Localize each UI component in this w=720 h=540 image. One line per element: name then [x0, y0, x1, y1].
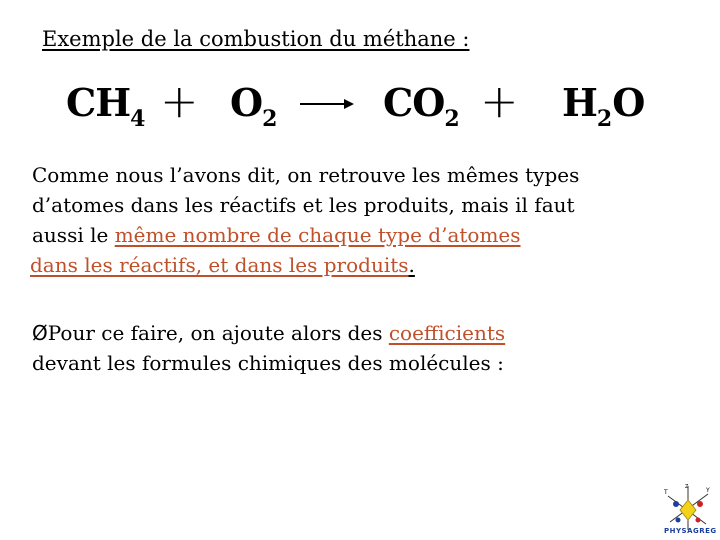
plus-sign: + [160, 74, 199, 128]
bullet-arrow-icon: Ø [32, 321, 48, 345]
plus-sign: + [480, 74, 519, 128]
paragraph-text: aussi le [32, 223, 115, 247]
formula-methane [66, 80, 145, 132]
paragraph-period: . [408, 253, 415, 277]
formula-carbon-dioxide [383, 80, 460, 132]
paragraph-line [30, 250, 702, 280]
formula-subscript: 4 [130, 106, 146, 132]
svg-text:Z: Z [685, 484, 689, 490]
highlight-same-number: même nombre de chaque type d’atomes [114, 223, 521, 247]
paragraph-line: devant les formules chimiques des molécules : [32, 351, 504, 375]
paragraph-line [32, 318, 702, 348]
highlight-coefficients: coefficients [388, 321, 506, 345]
formula-water [562, 80, 644, 132]
paragraph-text: Pour ce faire, on ajoute alors des [47, 321, 389, 345]
reaction-arrow-icon [300, 98, 354, 110]
svg-text:Y: Y [706, 487, 710, 494]
formula-subscript: 2 [596, 106, 613, 132]
logo-label: PHYSAGREG [664, 527, 717, 535]
slide-title: Exemple de la combustion du méthane : [42, 27, 470, 51]
formula-subscript: 2 [262, 106, 278, 132]
formula-oxygen [230, 80, 277, 132]
highlight-reactants-products: dans les réactifs, et dans les produits [30, 253, 409, 277]
formula-base: CO [383, 80, 445, 125]
formula-base: O [230, 80, 263, 125]
explanation-paragraph [32, 160, 702, 280]
paragraph-line: d’atomes dans les réactifs et les produits, mais il faut [32, 193, 575, 217]
paragraph-line: Comme nous l’avons dit, on retrouve les mêmes types [32, 163, 580, 187]
coefficients-paragraph [32, 318, 702, 378]
svg-text:T: T [664, 489, 668, 496]
formula-subscript: 2 [444, 106, 460, 132]
formula-base: H [562, 80, 597, 125]
formula-tail: O [612, 80, 645, 125]
paragraph-line [32, 220, 702, 250]
formula-base: CH [66, 80, 131, 125]
chemical-equation [0, 74, 720, 140]
